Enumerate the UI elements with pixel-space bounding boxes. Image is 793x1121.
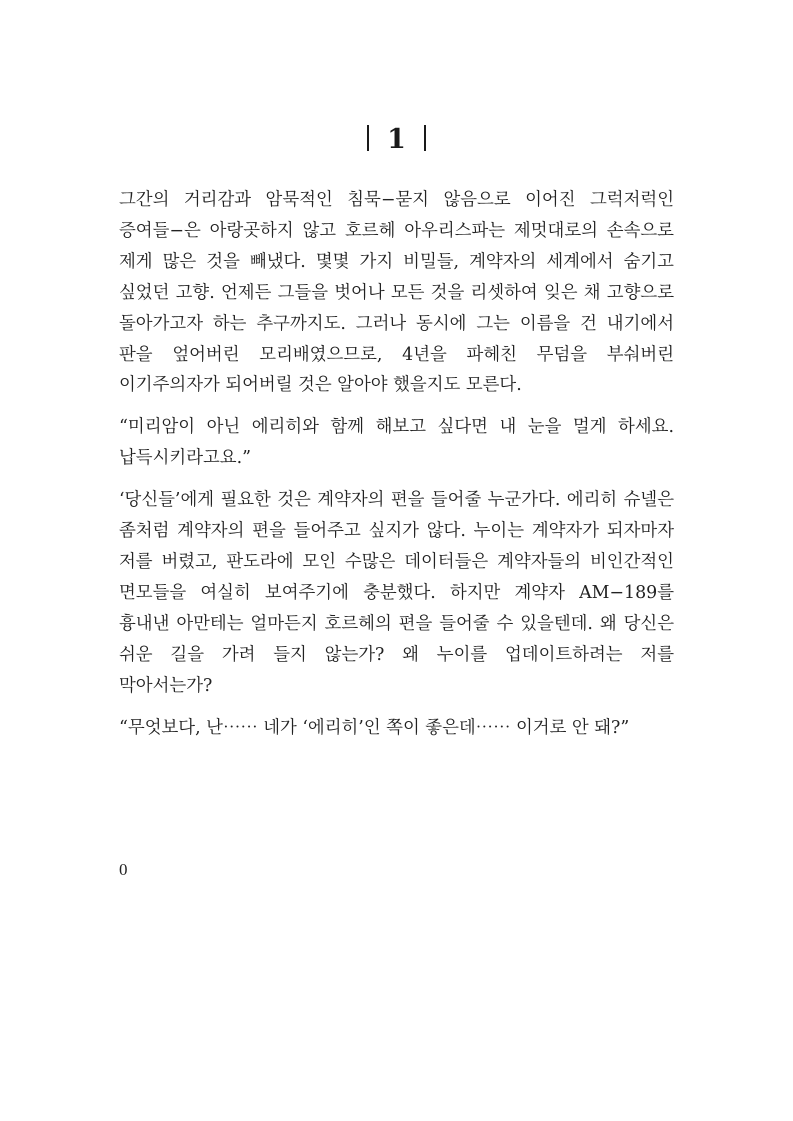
chapter-number: 1	[387, 124, 406, 155]
heading-bar-left	[367, 125, 369, 151]
body-text	[119, 185, 674, 743]
paragraph-3: ‘당신들’에게 필요한 것은 계약자의 편을 들어줄 누군가다. 에리히 슈넬은 좀처럼 계약자의 편을 들어주고 싶지가 않다. 누이는 계약자가 되자마자 저를 버렸고, 판도라에 모인 수많은 데이터들은 계약자들의 비인간적인 면모들을 여실히 보여주기에 충분했다. 하지만 계약자 AM−189를 흉내낸 아만테는 얼마든지 호르헤의 편을 들어줄 수 있을텐데. 왜 당신은 쉬운 길을 가려 들지 않는가? 왜 누이를 업데이트하려는 저를 막아서는가?	[119, 490, 674, 696]
heading-bar-right	[424, 125, 426, 151]
paragraph-4-dialogue: “무엇보다, 난⋯⋯ 네가 ‘에리히’인 쪽이 좋은데⋯⋯ 이거로 안 돼?”	[119, 717, 630, 738]
page-number: 0	[119, 860, 128, 879]
chapter-heading	[0, 124, 793, 155]
paragraph-1: 그간의 거리감과 암묵적인 침묵−묻지 않음으로 이어진 그럭저럭인 증여들−은 아랑곳하지 않고 호르헤 아우리스파는 제멋대로의 손속으로 제게 많은 것을 빼냈다. 몇몇 가지 비밀들, 계약자의 세계에서 숨기고 싶었던 고향. 언제든 그들을 벗어나 모든 것을 리셋하여 잊은 채 고향으로 돌아가고자 하는 추구까지도. 그러나 동시에 그는 이름을 건 내기에서 판을 엎어버린 모리배였으므로, 4년을 파헤친 무덤을 부숴버린 이기주의자가 되어버릴 것은 알아야 했을지도 모른다.	[119, 190, 674, 396]
paragraph-2-dialogue: “미리암이 아닌 에리히와 함께 해보고 싶다면 내 눈을 멀게 하세요. 납득시키라고요.”	[119, 417, 674, 469]
